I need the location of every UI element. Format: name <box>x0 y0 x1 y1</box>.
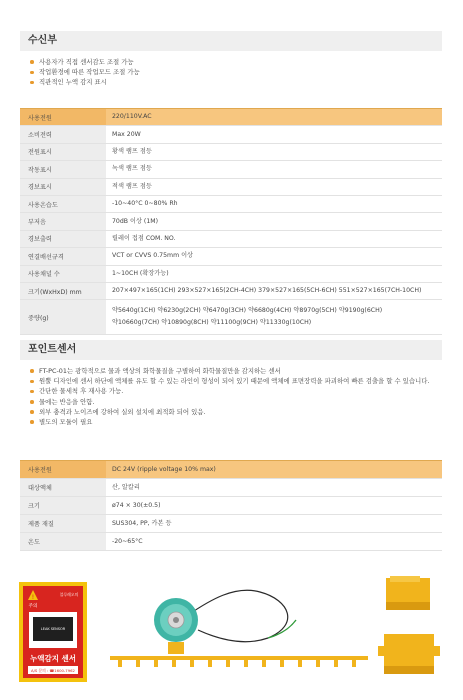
feature-text: 물에는 반응을 안함. <box>39 397 95 406</box>
bullet-dot-icon <box>30 71 34 75</box>
spec-value-line: 약5640g(1CH) 약6230g(2CH) 약6470g(3CH) 약6680g(4CH) 약8970g(5CH) 약9190g(6CH) <box>112 307 383 315</box>
feature-text: 간단한 물세척 후 재사용 가능. <box>39 387 124 396</box>
bullet-dot-icon <box>30 369 34 373</box>
spec-label: 경보출력 <box>20 230 106 247</box>
feature-text: 별도의 모듈이 필요 <box>39 417 93 426</box>
spec-value-line: ø74 × 30(±0.5) <box>112 501 161 509</box>
sign-warning-text: 주의 <box>28 604 38 609</box>
sign-phone: A/S 문의 : ☎1600-7962 <box>31 668 75 673</box>
bullet-dot-icon <box>30 81 34 85</box>
point-sensor-spec-table <box>20 460 442 551</box>
spec-label: 부저음 <box>20 213 106 230</box>
spec-value-line: 릴레이 접점 COM. NO. <box>112 234 176 242</box>
spec-value-line: Max 20W <box>112 130 141 138</box>
spec-value-line: 산, 알칼리 <box>112 483 140 491</box>
spec-value-line: 70dB 이상 (1M) <box>112 217 159 225</box>
spec-value <box>106 213 442 230</box>
feature-text: 작업환경에 따른 작업모드 조절 가능 <box>39 68 140 77</box>
bullet-dot-icon <box>30 390 34 394</box>
spec-row <box>20 178 442 195</box>
spec-value <box>106 265 442 282</box>
spec-value-line: VCT or CVVS 0.75mm 이상 <box>112 252 194 260</box>
spec-label: 온도 <box>20 533 106 551</box>
spec-row <box>20 300 442 335</box>
spec-value <box>106 533 442 551</box>
feature-text: 직관적인 누액 감지 표시 <box>39 78 107 87</box>
feature-text: 원뿔 디자인에 센서 하단에 액체를 유도 할 수 있는 라인이 형성이 되어 있기 때문에 액체에 표면장력을 파괴하여 빠른 검출을 할 수 있습니다. <box>39 377 430 386</box>
spec-value-line: 207×497×165(1CH) 293×527×165(2CH-4CH) 379×527×165(5CH-6CH) 551×527×165(7CH-10CH) <box>112 287 422 295</box>
spec-row <box>20 265 442 282</box>
bullet-dot-icon <box>30 400 34 404</box>
spec-value <box>106 461 442 479</box>
feature-item <box>30 407 429 417</box>
sign-title: 누액감지 센서 <box>29 654 77 663</box>
bullet-dot-icon <box>30 60 34 64</box>
spec-label: 사용온습도 <box>20 195 106 212</box>
spec-value <box>106 248 442 265</box>
spec-value-line: 적색 램프 점등 <box>112 182 152 190</box>
spec-value-line: -20~65°C <box>112 537 143 545</box>
feature-text: 외부 충격과 노이즈에 강하여 실외 설치에 최적화 되어 있음. <box>39 407 206 416</box>
spec-value-line: 녹색 램프 점등 <box>112 165 152 173</box>
point-sensor-image <box>150 580 310 665</box>
bullet-dot-icon <box>30 420 34 424</box>
spec-label: 작동표시 <box>20 161 106 178</box>
sign-panel-label: LEAK SENSOR <box>40 627 66 631</box>
spec-row <box>20 230 442 247</box>
receiver-feature-list <box>30 57 140 88</box>
sign-brand: 블루레오의 <box>59 592 79 597</box>
feature-item <box>30 386 429 396</box>
section-title: 포인트센서 <box>28 344 77 355</box>
spec-label: 연결배선규격 <box>20 248 106 265</box>
spec-label: 크기(WxHxD) mm <box>20 282 106 299</box>
feature-text: 사용자가 직접 센서감도 조절 가능 <box>39 58 134 66</box>
spec-label: 중량(g) <box>20 300 106 335</box>
spec-label: 크기 <box>20 497 106 515</box>
spec-value-line: 약10660g(7CH) 약10890g(8CH) 약11100g(9CH) 약11330g(10CH) <box>112 319 312 327</box>
feature-item <box>30 397 429 407</box>
spec-value-line: SUS304, PP, 카본 등 <box>112 519 172 527</box>
feature-item <box>30 57 140 67</box>
spec-row <box>20 282 442 299</box>
spec-label: 사용전원 <box>20 109 106 126</box>
spec-label: 제품 재질 <box>20 515 106 533</box>
block-sensor-bottom-image <box>378 630 440 680</box>
spec-row <box>20 109 442 126</box>
spec-value-line: -10~40°C 0~80% Rh <box>112 200 178 208</box>
spec-label: 경보표시 <box>20 178 106 195</box>
spec-label: 대상액체 <box>20 479 106 497</box>
spec-row <box>20 515 442 533</box>
feature-text: FT-PC-01는 광학적으로 물과 액상의 화학물질을 구별하여 화학물질만을 감지하는 센서 <box>39 367 281 375</box>
spec-value <box>106 195 442 212</box>
spec-label: 전원표시 <box>20 143 106 160</box>
section-title: 수신부 <box>28 35 57 46</box>
spec-value <box>106 300 442 335</box>
spec-value-line: 220/110V.AC <box>112 113 152 121</box>
spec-value-line: DC 24V (ripple voltage 10% max) <box>112 465 216 473</box>
spec-value-line: 1~10CH (확장가능) <box>112 269 169 277</box>
section-header-point-sensor <box>20 340 442 360</box>
spec-row <box>20 161 442 178</box>
spec-value <box>106 282 442 299</box>
spec-label: 소비전력 <box>20 126 106 143</box>
spec-row <box>20 479 442 497</box>
spec-row <box>20 461 442 479</box>
section-header-receiver <box>20 31 442 51</box>
spec-row <box>20 497 442 515</box>
feature-item <box>30 417 429 427</box>
spec-row <box>20 248 442 265</box>
spec-value <box>106 515 442 533</box>
spec-value <box>106 479 442 497</box>
bullet-dot-icon <box>30 380 34 384</box>
leak-sensor-sign-image <box>19 582 87 682</box>
spec-row <box>20 126 442 143</box>
block-sensor-top-image <box>384 574 434 614</box>
product-images <box>0 572 463 700</box>
feature-item <box>30 77 140 87</box>
spec-label: 사용전원 <box>20 461 106 479</box>
point-sensor-feature-list <box>30 366 429 427</box>
spec-value <box>106 143 442 160</box>
rail-sensor-image <box>110 654 370 668</box>
spec-row <box>20 143 442 160</box>
spec-value <box>106 230 442 247</box>
svg-text:!: ! <box>31 594 35 601</box>
spec-value <box>106 178 442 195</box>
spec-row <box>20 533 442 551</box>
bullet-dot-icon <box>30 410 34 414</box>
spec-value-line: 황색 램프 점등 <box>112 147 152 155</box>
spec-value <box>106 126 442 143</box>
receiver-spec-table <box>20 108 442 335</box>
spec-label: 사용채널 수 <box>20 265 106 282</box>
feature-item <box>30 67 140 77</box>
feature-item <box>30 376 429 386</box>
spec-row <box>20 195 442 212</box>
spec-value <box>106 497 442 515</box>
spec-row <box>20 213 442 230</box>
spec-value <box>106 109 442 126</box>
spec-value <box>106 161 442 178</box>
feature-item <box>30 366 429 376</box>
